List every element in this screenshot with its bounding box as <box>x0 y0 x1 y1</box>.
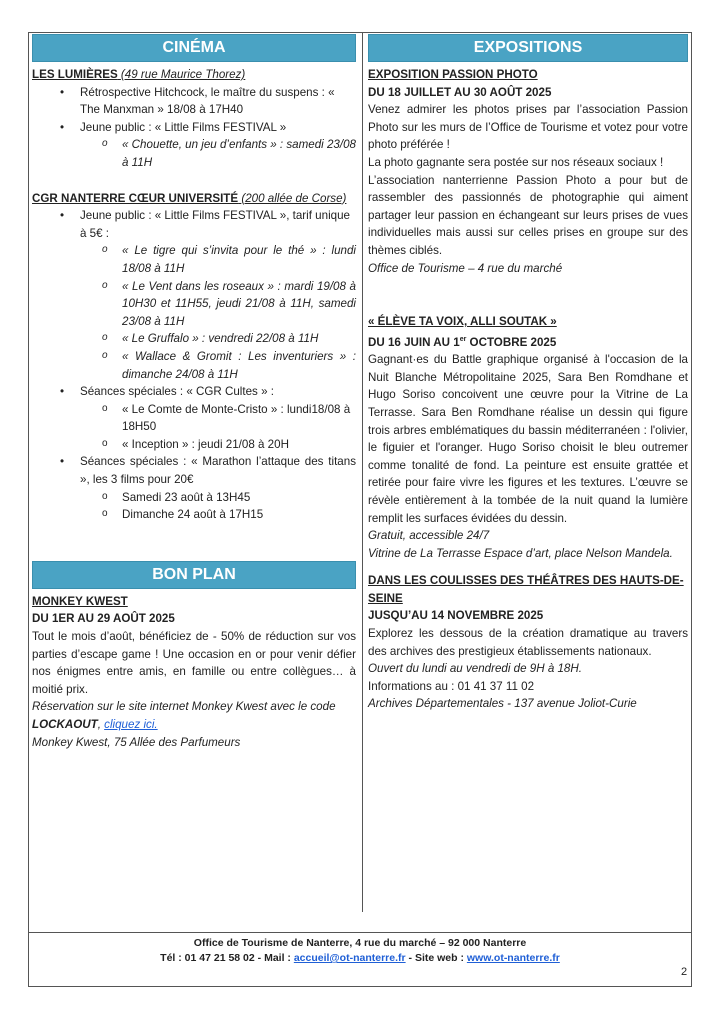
list-subitem: o « Le tigre qui s’invita pour le thé » : lundi 18/08 à 11H <box>32 242 356 277</box>
monkey-kwest-reservation: Réservation sur le site internet Monkey Kwest avec le code LOCKAOUT, cliquez ici. <box>32 700 336 731</box>
expo2-dates: DU 16 JUIN AU 1er OCTOBRE 2025 <box>368 335 557 349</box>
expo3-dates: JUSQU’AU 14 NOVEMBRE 2025 <box>368 609 544 623</box>
bonplan-banner: BON PLAN <box>32 561 356 589</box>
list-subitem: o « Le Vent dans les roseaux » : mardi 19/08 à 10H30 et 11H55, jeudi 21/08 à 11H, samedi 23/08 à 11H <box>32 278 356 331</box>
expositions-banner: EXPOSITIONS <box>368 34 688 62</box>
list-subitem: o « Le Gruffalo » : vendredi 22/08 à 11H <box>32 330 356 348</box>
list-subitem: o « Wallace & Gromit : Les inventuriers » : dimanche 24/08 à 11H <box>32 348 356 383</box>
left-column <box>32 34 356 751</box>
list-item: • Jeune public : « Little Films FESTIVAL » <box>32 119 356 137</box>
right-column <box>368 34 688 713</box>
list-subitem: o « Inception » : jeudi 21/08 à 20H <box>32 436 356 454</box>
list-item: • Séances spéciales : « Marathon l’attaque des titans », les 3 films pour 20€ <box>32 453 356 488</box>
expo1-text: Venez admirer les photos prises par l’association Passion Photo sur les murs de l’Office de Tourisme et votez pour votre photo préférée ! <box>368 103 688 152</box>
expo1-place: Office de Tourisme – 4 rue du marché <box>368 261 563 275</box>
email-link[interactable]: accueil@ot-nanterre.fr <box>293 952 406 964</box>
reservation-link[interactable]: cliquez ici. <box>104 718 158 731</box>
expo1-title: EXPOSITION PASSION PHOTO <box>368 68 538 81</box>
promo-code: LOCKAOUT <box>32 718 98 731</box>
footer-address: Office de Tourisme de Nanterre, 4 rue du marché – 92 000 Nanterre <box>193 937 527 949</box>
list-subitem: o « Chouette, un jeu d’enfants » : samedi 23/08 à 11H <box>32 136 356 171</box>
expo2-info: Gratuit, accessible 24/7 <box>368 529 490 543</box>
list-item: • Jeune public : « Little Films FESTIVAL », tarif unique à 5€ : <box>32 207 356 242</box>
page-number: 2 <box>681 966 688 978</box>
list-subitem: o Samedi 23 août à 13H45 <box>32 489 356 507</box>
monkey-kwest-dates: DU 1ER AU 29 AOÛT 2025 <box>32 612 175 626</box>
expo3-info: Informations au : 01 41 37 11 02 <box>368 679 535 693</box>
cgr-list <box>32 207 356 524</box>
expo3-place: Archives Départementales - 137 avenue Joliot-Curie <box>368 697 637 711</box>
lumieres-title: LES LUMIÈRES (49 rue Maurice Thorez) <box>32 68 246 81</box>
monkey-kwest-address: Monkey Kwest, 75 Allée des Parfumeurs <box>32 735 241 749</box>
list-subitem: o Dimanche 24 août à 17H15 <box>32 506 356 524</box>
column-divider <box>362 32 363 912</box>
monkey-kwest-title: MONKEY KWEST <box>32 594 128 608</box>
cinema-banner: CINÉMA <box>32 34 356 62</box>
footer-contact: Tél : 01 47 21 58 02 - Mail : accueil@ot-nanterre.fr - Site web : www.ot-nanterre.fr <box>160 952 560 964</box>
expo2-title: « ÉLÈVE TA VOIX, ALLI SOUTAK » <box>368 315 557 329</box>
expo3-hours: Ouvert du lundi au vendredi de 9H à 18H. <box>368 662 582 676</box>
expo3-text: Explorez les dessous de la création dramatique au travers des archives des prestigieux établissements nationaux. <box>368 627 688 658</box>
expo1-text: La photo gagnante sera postée sur nos réseaux sociaux ! <box>368 155 664 169</box>
lumieres-list <box>32 84 356 172</box>
expo2-place: Vitrine de La Terrasse Espace d’art, place Nelson Mandela. <box>368 546 673 560</box>
list-item: • Rétrospective Hitchcock, le maître du suspens : « The Manxman » 18/08 à 17H40 <box>32 84 356 119</box>
expo3-title: DANS LES COULISSES DES THÉÂTRES DES HAUTS-DE-SEINE <box>368 574 684 605</box>
website-link[interactable]: www.ot-nanterre.fr <box>466 952 560 964</box>
expo1-text: L’association nanterrienne Passion Photo a pour but de rassembler des passionnés de photographie qui aiment partager leur passion en échangeant sur leurs prises de vues individuelles mais aussi sur celles prises en groupe sur des thèmes ciblés. <box>368 173 688 257</box>
list-item: • Séances spéciales : « CGR Cultes » : <box>32 383 356 401</box>
list-subitem: o « Le Comte de Monte-Cristo » : lundi18/08 à 18H50 <box>32 401 356 436</box>
expo2-text: Gagnant·es du Battle graphique organisé à l'occasion de la Nuit Blanche Métropolitaine 2025, Sara Ben Romdhane et Hugo Soriso concoivent une œuvre pour la Vitrine de La Terrasse. Sara Ben Romdhane réalise un dessin qui figure trois arbres emblématiques du bassin méditerranéen : l'olivier, le figuier et l'oranger. Hugo Soriso choisit le bleu outremer comme tonalité de fond. La peinture est ensuite grattée et retirée pour faire vivre les figures et les textures. L’œuvre se révèle entièrement à la tombée de la nuit quand la lumière remplit les surfaces évidées du dessin. <box>368 353 688 525</box>
cgr-title: CGR NANTERRE CŒUR UNIVERSITÉ (200 allée de Corse) <box>32 191 347 205</box>
monkey-kwest-body: Tout le mois d’août, bénéficiez de - 50% de réduction sur vos parties d’escape game ! Une occasion en or pour venir défier nos énigmes entre amis, en famille ou entre collègues… à moitié prix. <box>32 630 356 696</box>
page-footer <box>28 932 692 966</box>
expo1-dates: DU 18 JUILLET AU 30 AOÛT 2025 <box>368 85 552 99</box>
